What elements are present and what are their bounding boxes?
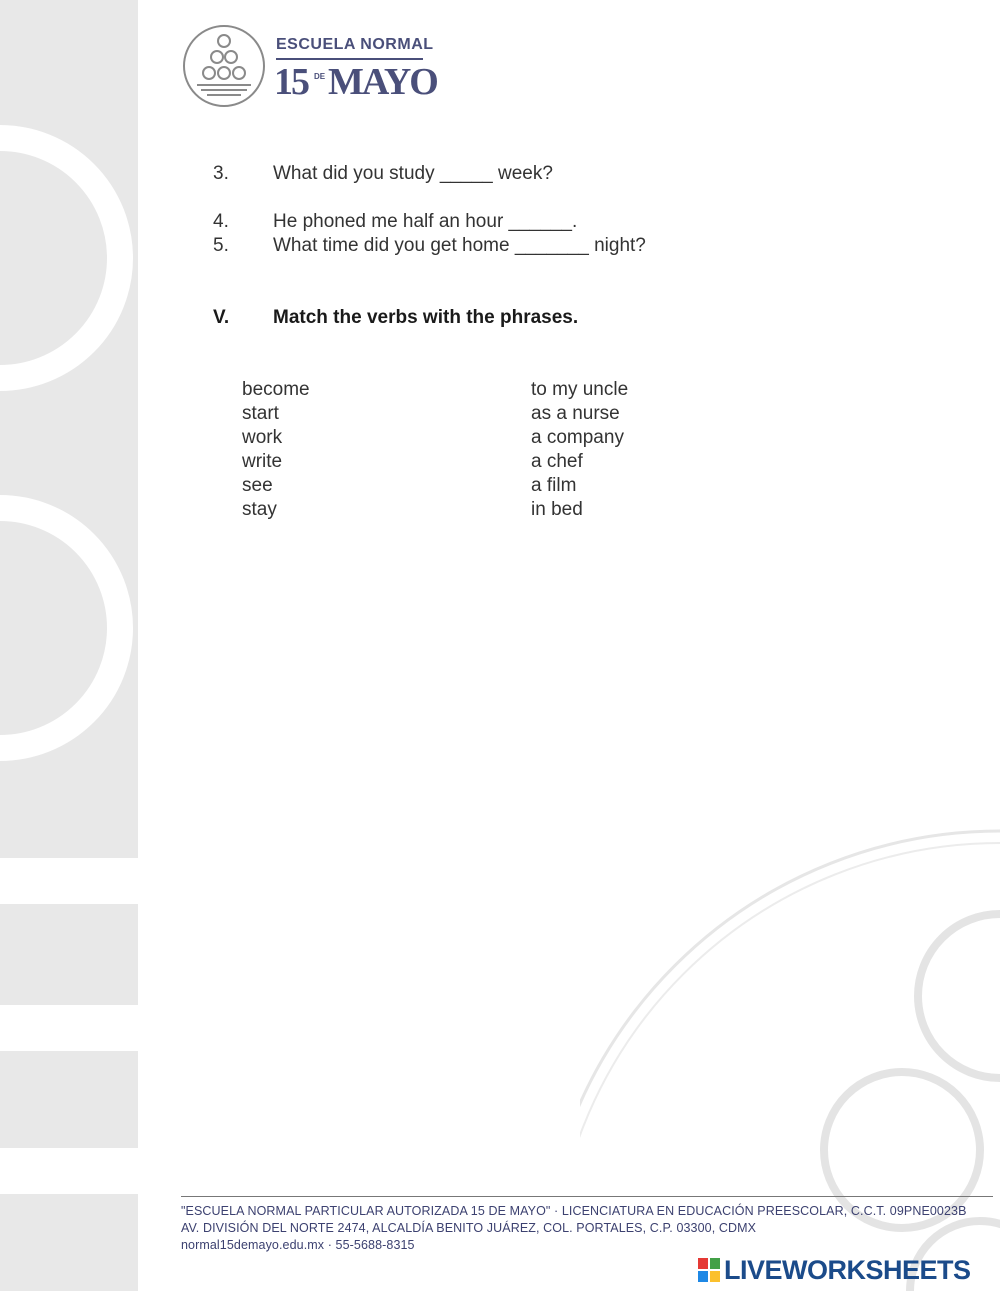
question-number: 4. — [213, 211, 229, 232]
footer-line-2: AV. DIVISIÓN DEL NORTE 2474, ALCALDÍA BENITO JUÁREZ, COL. PORTALES, C.P. 03300, CDMX — [181, 1221, 757, 1235]
sidebar-pattern — [0, 0, 138, 1291]
phrase-item[interactable]: as a nurse — [531, 403, 620, 424]
section-title: Match the verbs with the phrases. — [273, 307, 579, 328]
phrase-item[interactable]: to my uncle — [531, 379, 629, 400]
verb-item[interactable]: write — [242, 451, 283, 472]
logo-month: MAYO — [328, 61, 437, 103]
footer-line-3: normal15demayo.edu.mx · 55-5688-8315 — [181, 1238, 415, 1252]
school-emblem-icon — [181, 24, 267, 108]
phrase-item[interactable]: a company — [531, 427, 624, 448]
logo-number: 15 — [274, 61, 308, 103]
question-text: What did you study _____ week? — [273, 163, 553, 184]
decorative-sidebar — [0, 0, 138, 1291]
verb-item[interactable]: become — [242, 379, 310, 400]
footer-divider — [181, 1196, 993, 1197]
phrase-item[interactable]: a film — [531, 475, 577, 496]
verb-item[interactable]: start — [242, 403, 279, 424]
liveworksheets-badge-icon — [698, 1258, 720, 1282]
question-text: He phoned me half an hour ______. — [273, 211, 578, 232]
liveworksheets-wordmark: LIVEWORKSHEETS — [724, 1255, 971, 1285]
phrase-item[interactable]: in bed — [531, 499, 583, 520]
phrases-column — [531, 378, 628, 522]
verb-item[interactable]: work — [242, 427, 283, 448]
logo-school-name: ESCUELA NORMAL — [276, 36, 434, 53]
school-logo — [181, 24, 441, 108]
section-number: V. — [213, 307, 230, 328]
question-number: 5. — [213, 235, 229, 256]
logo-de: DE — [314, 72, 326, 81]
verbs-column — [242, 378, 310, 522]
question-number: 3. — [213, 163, 229, 184]
question-text: What time did you get home _______ night? — [273, 235, 646, 256]
verb-item[interactable]: see — [242, 475, 273, 496]
phrase-item[interactable]: a chef — [531, 451, 583, 472]
verb-item[interactable]: stay — [242, 499, 277, 520]
footer-line-1: "ESCUELA NORMAL PARTICULAR AUTORIZADA 15 DE MAYO" · LICENCIATURA EN EDUCACIÓN PREESCOLAR, C.C.T. 09PNE0023B — [181, 1204, 967, 1218]
